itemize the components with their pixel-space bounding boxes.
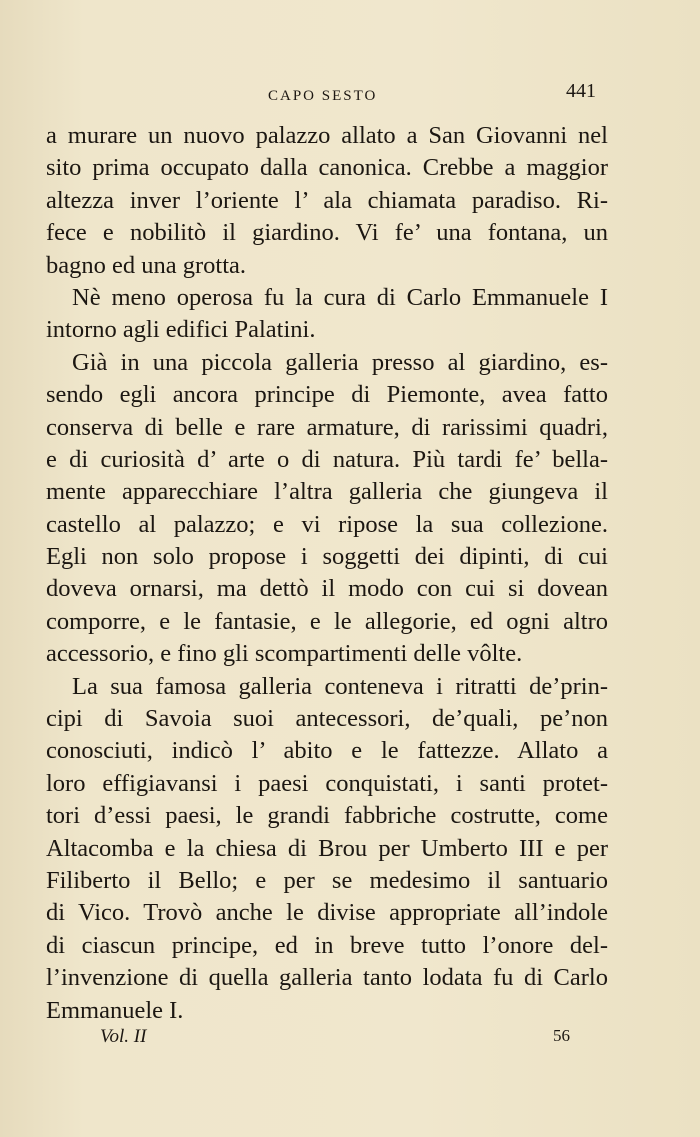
text-line: Nè meno operosa fu la cura di Carlo Emmanuele I [72, 283, 608, 311]
page-footer [100, 1026, 570, 1056]
text-line: intorno agli edifici Palatini. [46, 316, 316, 344]
text-line: sito prima occupato dalla canonica. Crebbe a maggior [46, 154, 608, 182]
body-text [46, 120, 608, 1027]
text-line: a murare un nuovo palazzo allato a San Giovanni nel [46, 122, 608, 149]
text-line: loro effigiavansi i paesi conquistati, i santi protet- [46, 769, 608, 797]
text-line: Egli non solo propose i soggetti dei dipinti, di cui [46, 543, 608, 571]
text-line: di ciascun principe, ed in breve tutto l’onore del- [46, 931, 608, 959]
text-line: castello al palazzo; e vi ripose la sua collezione. [46, 510, 608, 538]
text-line: conserva di belle e rare armature, di rarissimi quadri, [46, 413, 608, 441]
signature-mark: 56 [553, 1026, 570, 1045]
page-number: 441 [566, 80, 596, 102]
text-line: Emmanuele I. [46, 996, 184, 1024]
text-line: Filiberto il Bello; e per se medesimo il santuario [46, 866, 608, 894]
text-line: fece e nobilitò il giardino. Vi fe’ una fontana, un [46, 219, 608, 247]
text-line: e di curiosità d’ arte o di natura. Più tardi fe’ bella- [46, 445, 608, 473]
text-line: doveva ornarsi, ma dettò il modo con cui si dovean [46, 575, 608, 603]
text-line: bagno ed una grotta. [46, 251, 247, 279]
running-title: CAPO SESTO [268, 88, 378, 104]
text-line: mente apparecchiare l’altra galleria che giungeva il [46, 478, 608, 506]
text-line: sendo egli ancora principe di Piemonte, avea fatto [46, 381, 608, 409]
text-line: di Vico. Trovò anche le divise appropriate all’indole [46, 899, 608, 927]
volume-label: Vol. II [100, 1026, 147, 1047]
text-line: altezza inver l’oriente l’ ala chiamata paradiso. Ri- [46, 186, 608, 214]
text-line: Già in una piccola galleria presso al giardino, es- [72, 348, 608, 376]
text-line: conosciuti, indicò l’ abito e le fattezze. Allato a [46, 737, 608, 765]
text-line: comporre, e le fantasie, e le allegorie, ed ogni altro [46, 607, 608, 635]
text-line: La sua famosa galleria conteneva i ritratti de’prin- [72, 672, 608, 700]
text-line: accessorio, e fino gli scompartimenti delle vôlte. [46, 640, 523, 668]
text-line: tori d’essi paesi, le grandi fabbriche costrutte, come [46, 802, 608, 830]
text-line: l’invenzione di quella galleria tanto lodata fu di Carlo [46, 964, 608, 992]
text-line: Altacomba e la chiesa di Brou per Umberto III e per [46, 834, 608, 862]
text-line: cipi di Savoia suoi antecessori, de’quali, pe’non [46, 705, 608, 733]
page-header [48, 80, 608, 110]
